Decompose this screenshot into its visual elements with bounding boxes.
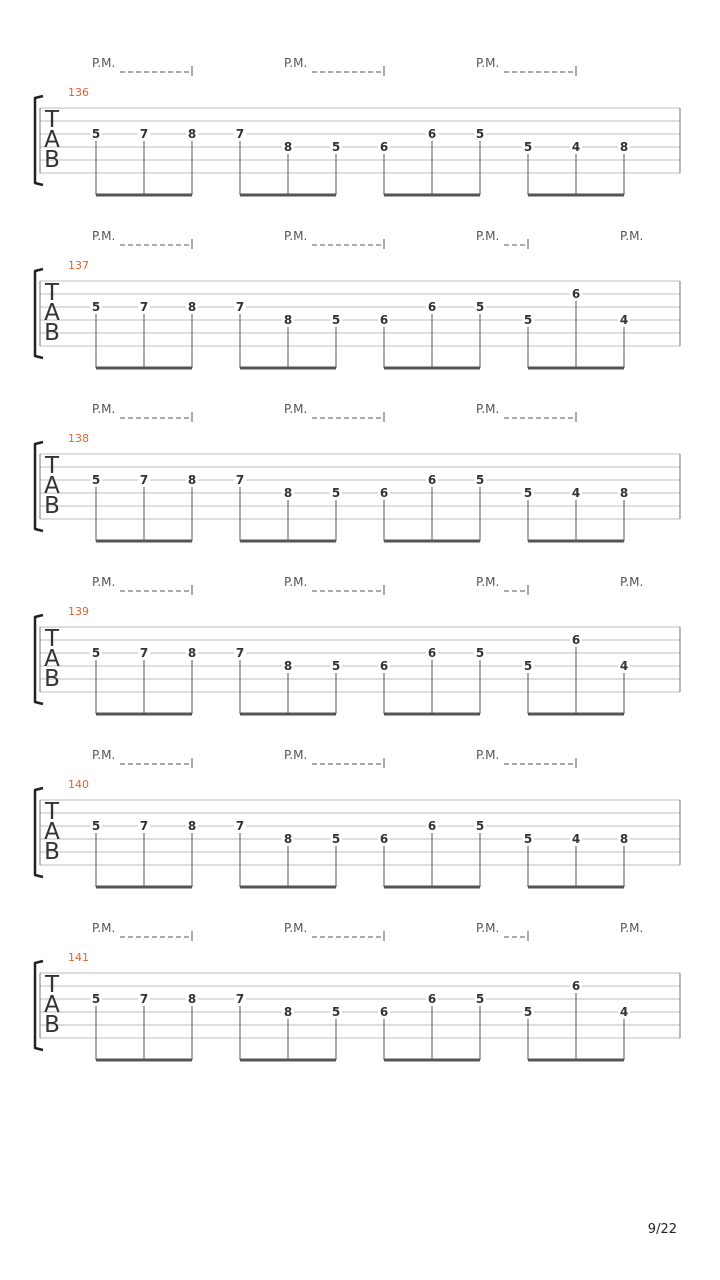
fret-number: 8 <box>187 127 197 141</box>
fret-number: 5 <box>91 992 101 1006</box>
tab-clef-letter: T <box>44 453 60 479</box>
fret-number: 7 <box>139 819 149 833</box>
page-indicator: 9/22 <box>647 1222 677 1237</box>
fret-number: 4 <box>571 832 581 846</box>
fret-number: 6 <box>379 659 389 673</box>
tab-clef-letter: B <box>44 1012 60 1038</box>
fret-number: 5 <box>331 1005 341 1019</box>
fret-number: 5 <box>475 127 485 141</box>
fret-number: 6 <box>427 473 437 487</box>
tab-clef-letter: B <box>44 320 60 346</box>
fret-number: 5 <box>475 819 485 833</box>
tab-clef-letter: A <box>44 646 60 672</box>
fret-number: 5 <box>331 140 341 154</box>
fret-number: 4 <box>619 313 629 327</box>
fret-number: 5 <box>475 300 485 314</box>
fret-number: 8 <box>619 486 629 500</box>
fret-number: 8 <box>283 486 293 500</box>
fret-number: 6 <box>427 127 437 141</box>
tab-clef-letter: A <box>44 127 60 153</box>
fret-number: 4 <box>619 659 629 673</box>
fret-number: 5 <box>523 1005 533 1019</box>
fret-number: 7 <box>235 819 245 833</box>
tab-clef-letter: A <box>44 992 60 1018</box>
fret-number: 5 <box>523 486 533 500</box>
fret-number: 7 <box>235 992 245 1006</box>
fret-number: 4 <box>571 486 581 500</box>
measure-number: 140 <box>68 778 89 791</box>
fret-number: 5 <box>523 313 533 327</box>
palm-mute-label: P.M. <box>476 921 500 935</box>
measure-number: 136 <box>68 86 89 99</box>
fret-number: 6 <box>427 300 437 314</box>
fret-number: 5 <box>331 313 341 327</box>
fret-number: 5 <box>331 659 341 673</box>
fret-number: 5 <box>91 127 101 141</box>
system-bracket <box>35 442 43 531</box>
fret-number: 6 <box>379 1005 389 1019</box>
fret-number: 7 <box>139 300 149 314</box>
measure-number: 139 <box>68 605 89 618</box>
fret-number: 6 <box>427 819 437 833</box>
fret-number: 8 <box>619 140 629 154</box>
palm-mute-label: P.M. <box>476 575 500 589</box>
tab-clef-letter: T <box>44 107 60 133</box>
fret-number: 5 <box>331 832 341 846</box>
fret-number: 5 <box>523 832 533 846</box>
palm-mute-label: P.M. <box>284 229 308 243</box>
palm-mute-label: P.M. <box>92 229 116 243</box>
fret-number: 7 <box>235 646 245 660</box>
tab-clef-letter: T <box>44 799 60 825</box>
fret-number: 5 <box>331 486 341 500</box>
system-bracket <box>35 615 43 704</box>
fret-number: 7 <box>235 300 245 314</box>
fret-number: 4 <box>619 1005 629 1019</box>
tab-clef-letter: B <box>44 839 60 865</box>
palm-mute-label: P.M. <box>284 748 308 762</box>
palm-mute-label: P.M. <box>284 402 308 416</box>
fret-number: 6 <box>427 646 437 660</box>
palm-mute-label: P.M. <box>476 229 500 243</box>
measure-number: 141 <box>68 951 89 964</box>
fret-number: 8 <box>187 646 197 660</box>
fret-number: 8 <box>283 1005 293 1019</box>
palm-mute-label: P.M. <box>92 402 116 416</box>
fret-number: 8 <box>283 140 293 154</box>
palm-mute-label: P.M. <box>284 575 308 589</box>
fret-number: 8 <box>187 473 197 487</box>
fret-number: 5 <box>91 819 101 833</box>
system-bracket <box>35 96 43 185</box>
palm-mute-label: P.M. <box>476 748 500 762</box>
measure-number: 137 <box>68 259 89 272</box>
palm-mute-label: P.M. <box>476 402 500 416</box>
fret-number: 7 <box>139 127 149 141</box>
palm-mute-label: P.M. <box>620 921 644 935</box>
palm-mute-label: P.M. <box>92 748 116 762</box>
fret-number: 7 <box>235 127 245 141</box>
palm-mute-label: P.M. <box>620 229 644 243</box>
fret-number: 6 <box>379 486 389 500</box>
palm-mute-label: P.M. <box>92 921 116 935</box>
fret-number: 7 <box>139 473 149 487</box>
fret-number: 5 <box>91 300 101 314</box>
fret-number: 5 <box>91 473 101 487</box>
tab-clef-letter: A <box>44 473 60 499</box>
fret-number: 6 <box>379 140 389 154</box>
tab-clef-letter: B <box>44 147 60 173</box>
fret-number: 8 <box>187 819 197 833</box>
fret-number: 5 <box>475 992 485 1006</box>
tab-clef-letter: A <box>44 300 60 326</box>
tab-clef-letter: T <box>44 280 60 306</box>
tab-clef-letter: A <box>44 819 60 845</box>
fret-number: 8 <box>283 313 293 327</box>
fret-number: 8 <box>187 300 197 314</box>
fret-number: 7 <box>139 646 149 660</box>
palm-mute-label: P.M. <box>476 56 500 70</box>
tab-clef-letter: B <box>44 666 60 692</box>
fret-number: 5 <box>475 473 485 487</box>
fret-number: 5 <box>523 659 533 673</box>
palm-mute-label: P.M. <box>92 575 116 589</box>
fret-number: 5 <box>475 646 485 660</box>
system-bracket <box>35 788 43 877</box>
palm-mute-label: P.M. <box>92 56 116 70</box>
fret-number: 5 <box>91 646 101 660</box>
fret-number: 4 <box>571 140 581 154</box>
fret-number: 6 <box>427 992 437 1006</box>
fret-number: 8 <box>187 992 197 1006</box>
fret-number: 7 <box>235 473 245 487</box>
tab-clef-letter: T <box>44 626 60 652</box>
fret-number: 6 <box>571 979 581 993</box>
tab-clef-letter: T <box>44 972 60 998</box>
fret-number: 5 <box>523 140 533 154</box>
fret-number: 7 <box>139 992 149 1006</box>
fret-number: 6 <box>571 633 581 647</box>
fret-number: 6 <box>379 313 389 327</box>
palm-mute-label: P.M. <box>620 575 644 589</box>
tab-clef-letter: B <box>44 493 60 519</box>
system-bracket <box>35 961 43 1050</box>
measure-number: 138 <box>68 432 89 445</box>
fret-number: 6 <box>571 287 581 301</box>
fret-number: 8 <box>283 832 293 846</box>
palm-mute-label: P.M. <box>284 921 308 935</box>
fret-number: 6 <box>379 832 389 846</box>
system-bracket <box>35 269 43 358</box>
fret-number: 8 <box>619 832 629 846</box>
fret-number: 8 <box>283 659 293 673</box>
palm-mute-label: P.M. <box>284 56 308 70</box>
